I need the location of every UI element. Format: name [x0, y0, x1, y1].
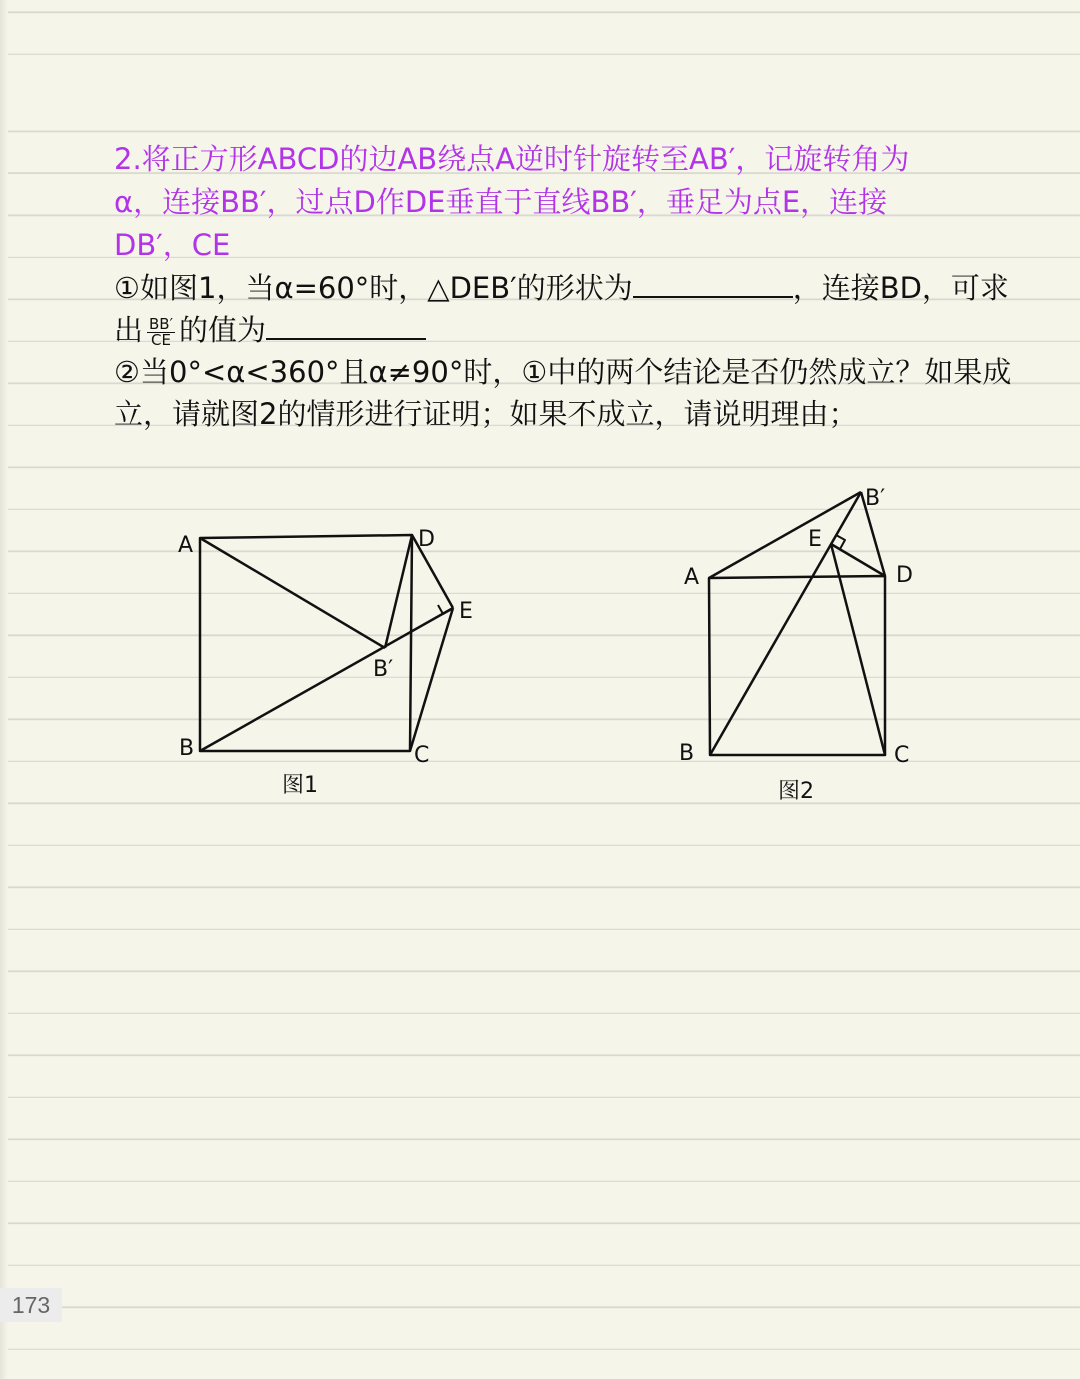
fig2-label-a: A: [684, 565, 700, 590]
figure-1: [200, 535, 453, 751]
fig2-label-e: E: [808, 527, 822, 552]
q1-mid: ，连接BD，可求出: [114, 271, 1009, 347]
fig2-segment-a-b-prime: [709, 492, 861, 578]
fig1-label-a: A: [178, 533, 194, 558]
fig2-segment-b-b-prime: [710, 492, 861, 755]
fig2-caption: 图2: [778, 779, 814, 804]
fig1-label-b-prime: B′: [373, 657, 394, 682]
fig1-caption: 图1: [282, 773, 318, 798]
fig1-segment-d-b-prime: [385, 535, 412, 648]
fig1-label-e: E: [459, 599, 473, 624]
problem-statement: 2.将正方形ABCD的边AB绕点A逆时针旋转至AB′，记旋转角为α，连接BB′，过点D作DE垂直于直线BB′，垂足为点E，连接DB′，CE: [114, 142, 910, 262]
fig1-label-d: D: [418, 527, 435, 552]
fig2-label-b-prime: B′: [865, 486, 886, 511]
figure-2-labels: [679, 486, 913, 804]
fig1-right-angle-mark: [438, 605, 452, 614]
figure-2: [709, 492, 885, 755]
question-2: ②当0°<α<360°且α≠90°时，①中的两个结论是否仍然成立？如果成立，请就图2的情形进行证明；如果不成立，请说明理由；: [114, 355, 1012, 431]
fig1-label-c: C: [414, 743, 430, 768]
fraction-numerator: BB′: [149, 314, 174, 333]
figure-1-labels: [178, 527, 473, 798]
fig1-square: [200, 535, 412, 751]
fig1-segment-b-e: [200, 608, 453, 751]
fig2-label-b: B: [679, 741, 695, 766]
fig1-segment-ab-prime: [200, 538, 385, 648]
q1-prefix: ①如图1，当α=60°时，△DEB′的形状为: [114, 271, 633, 305]
page-number: 173: [0, 1288, 62, 1322]
fig2-label-d: D: [896, 563, 913, 588]
fig2-label-c: C: [894, 743, 910, 768]
fig1-label-b: B: [179, 736, 195, 761]
fraction-denominator: CE: [151, 330, 171, 349]
q1-suffix: 的值为: [179, 313, 267, 347]
